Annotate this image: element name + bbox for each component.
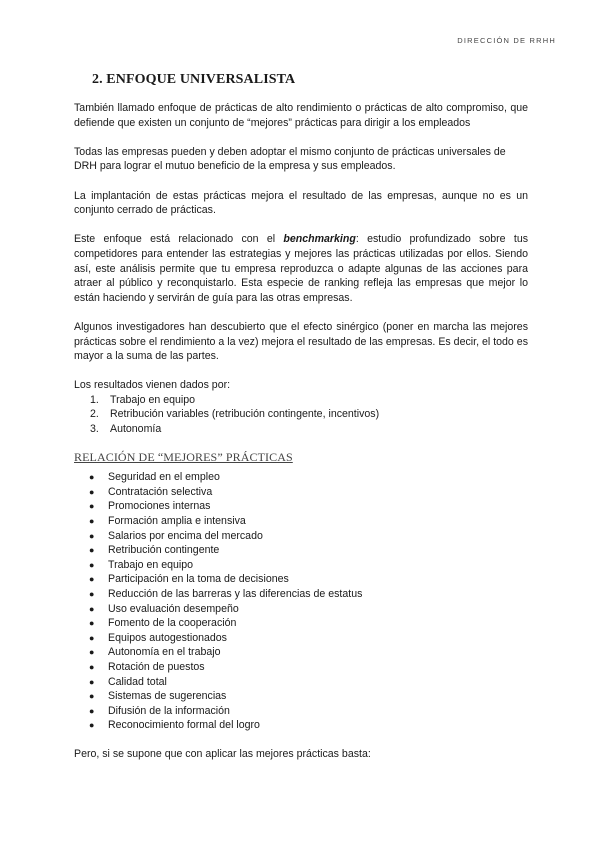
practices-heading: RELACIÓN DE “MEJORES” PRÁCTICAS xyxy=(74,449,293,464)
practice-item xyxy=(74,485,528,500)
practice-text: Reconocimiento formal del logro xyxy=(108,719,260,732)
bullet-icon: ● xyxy=(89,647,95,658)
bullet-icon: ● xyxy=(89,705,95,716)
practice-text: Difusión de la información xyxy=(108,704,230,717)
practice-item xyxy=(74,602,528,617)
bullet-icon: ● xyxy=(89,720,95,731)
practice-item xyxy=(74,675,528,690)
bullet-icon: ● xyxy=(89,516,95,527)
bullet-icon: ● xyxy=(89,661,95,672)
practice-item xyxy=(74,558,528,573)
practice-item xyxy=(74,645,528,660)
practice-text: Calidad total xyxy=(108,675,167,688)
practice-item xyxy=(74,514,528,529)
bullet-icon: ● xyxy=(89,632,95,643)
practice-text: Rotación de puestos xyxy=(108,660,205,673)
practice-item xyxy=(74,660,528,675)
paragraph-benchmarking xyxy=(74,232,528,305)
practice-item xyxy=(74,587,528,602)
bullet-icon: ● xyxy=(89,472,95,483)
bullet-icon: ● xyxy=(89,676,95,687)
results-list-item xyxy=(74,393,528,408)
list-number: 3. xyxy=(90,423,99,436)
practice-text: Promociones internas xyxy=(108,500,211,513)
paragraph-conclusion: Pero, si se supone que con aplicar las mejores prácticas basta: xyxy=(74,747,371,760)
bullet-icon: ● xyxy=(89,603,95,614)
results-list-item xyxy=(74,407,528,422)
body-content xyxy=(74,101,528,776)
practice-text: Salarios por encima del mercado xyxy=(108,529,263,542)
results-list xyxy=(74,393,528,437)
benchmarking-term: benchmarking xyxy=(283,233,356,246)
bullet-icon: ● xyxy=(89,559,95,570)
practice-text: Participación en la toma de decisiones xyxy=(108,573,289,586)
practice-text: Retribución contingente xyxy=(108,544,220,557)
running-header: DIRECCIÓN DE RRHH xyxy=(457,36,556,45)
list-number: 2. xyxy=(90,408,99,421)
bullet-icon: ● xyxy=(89,530,95,541)
bullet-icon: ● xyxy=(89,545,95,556)
bullet-icon: ● xyxy=(89,691,95,702)
bullet-icon: ● xyxy=(89,501,95,512)
practice-item xyxy=(74,499,528,514)
practice-text: Trabajo en equipo xyxy=(108,558,194,571)
paragraph-implementation: La implantación de estas prácticas mejora el resultado de las empresas, aunque no es un conjunto cerrado de prácticas. xyxy=(74,189,528,217)
practice-item xyxy=(74,572,528,587)
bullet-icon: ● xyxy=(89,589,95,599)
list-item-text: Trabajo en equipo xyxy=(110,393,196,406)
practice-text: Fomento de la cooperación xyxy=(108,617,237,630)
bullet-icon: ● xyxy=(89,618,95,629)
bullet-icon: ● xyxy=(89,574,95,585)
benchmarking-definition: : estudio profundizado sobre tus competidores para entender las estrategias y mejores las prácticas utilizadas por ellos. Siendo así, este análisis permite que tu empresa reproduzca o adapte algunas de las acciones para atraer al público y reconquistarlo. Esta especie de ranking refleja las empresas que mejor lo están haciendo y servirán de guía para las otras empresas. xyxy=(74,233,529,304)
benchmarking-lead-text: Este enfoque está relacionado con el xyxy=(74,233,284,246)
practice-text: Reducción de las barreras y las diferencias de estatus xyxy=(108,588,363,600)
list-number: 1. xyxy=(90,393,99,406)
bullet-icon: ● xyxy=(89,486,95,497)
practice-text: Sistemas de sugerencias xyxy=(108,690,227,703)
practice-text: Equipos autogestionados xyxy=(108,631,227,644)
practice-item xyxy=(74,529,528,544)
practice-item xyxy=(74,543,528,558)
practice-item xyxy=(74,470,528,485)
practice-item xyxy=(74,631,528,646)
practice-text: Autonomía en el trabajo xyxy=(108,646,221,659)
results-intro: Los resultados vienen dados por: xyxy=(74,379,231,392)
paragraph-universal-practices: Todas las empresas pueden y deben adoptar el mismo conjunto de prácticas universales de DRH para lograr el mutuo beneficio de la empresa y sus empleados. xyxy=(74,145,506,173)
practice-text: Seguridad en el empleo xyxy=(108,471,220,484)
practice-text: Contratación selectiva xyxy=(108,485,213,498)
results-list-item xyxy=(74,422,528,437)
practice-item xyxy=(74,718,528,733)
practice-item xyxy=(74,689,528,704)
paragraph-synergy: Algunos investigadores han descubierto que el efecto sinérgico (poner en marcha las mejores prácticas sobre el rendimiento a la vez) mejora el resultado de las empresas. Es decir, el todo es mayor a la suma de las partes. xyxy=(74,320,528,363)
list-item-text: Retribución variables (retribución contingente, incentivos) xyxy=(110,408,380,421)
paragraph-definition: También llamado enfoque de prácticas de alto rendimiento o prácticas de alto compromiso, que defiende que existen un conjunto de “mejores” prácticas para dirigir a los empleados xyxy=(74,102,528,129)
practice-item xyxy=(74,704,528,719)
practice-item xyxy=(74,616,528,631)
practice-text: Formación amplia e intensiva xyxy=(108,515,246,528)
section-title: 2. ENFOQUE UNIVERSALISTA xyxy=(92,72,296,87)
practices-list xyxy=(74,470,528,733)
list-item-text: Autonomía xyxy=(110,423,162,436)
practice-text: Uso evaluación desempeño xyxy=(108,602,239,615)
